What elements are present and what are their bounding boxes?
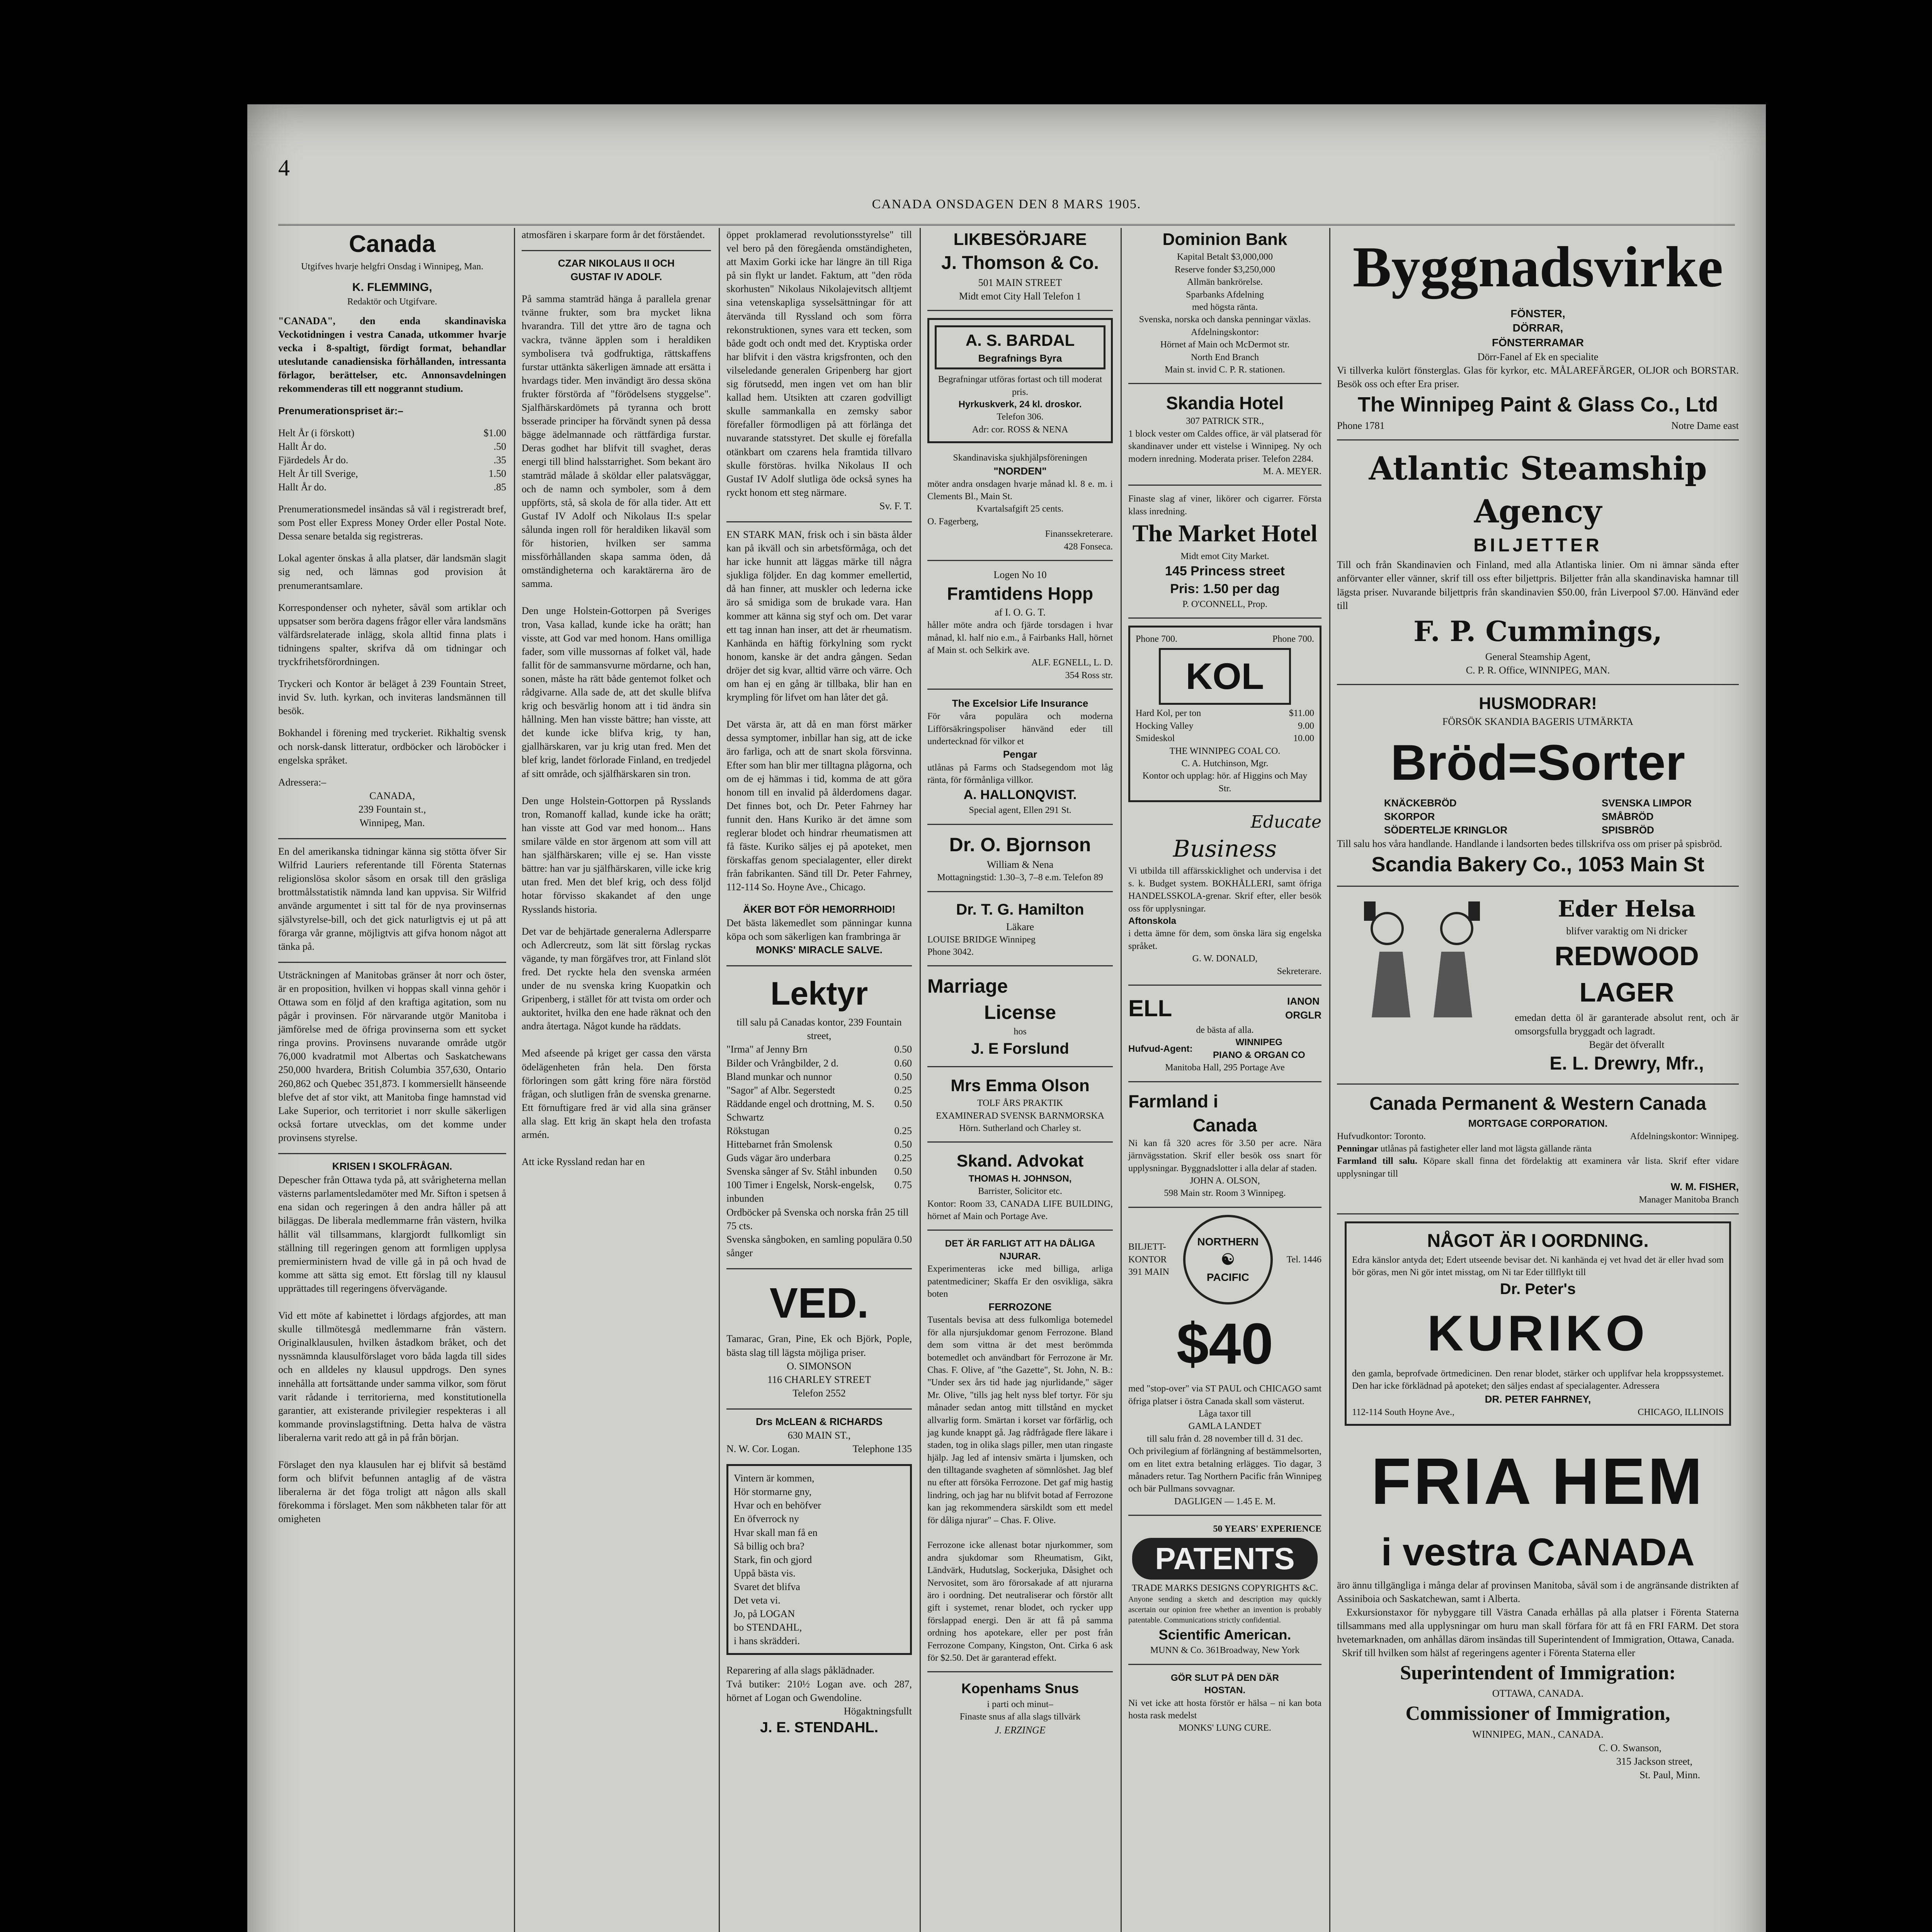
logen-no: Logen No 10 [993,569,1047,580]
kol-row: Hard Kol, per ton $11.00 [1136,708,1314,719]
bygg-text: Vi tillverka kulört fönsterglas. Glas för kyrkor, etc. MÅLAREFÄRGER, OLJOR och BORSTAR. Besök oss och efter Era priser. [1337,364,1742,390]
address-street: 239 Fountain st., [358,803,426,815]
np-right: Tel. 1446 [1286,1254,1321,1265]
book-row: 100 Timer i Engelsk, Norsk-engelsk, inbunden 0.75 [726,1179,912,1204]
bygg-title: Byggnadsvirke [1352,235,1723,299]
cummings-title: General Steamship Agent, [1485,651,1591,662]
fisher: W. M. FISHER, [1670,1181,1739,1193]
business-sign-title: Sekreterare. [1277,966,1321,976]
book-row: Ordböcker på Svenska och norska från 25 till 75 cts. [726,1206,909,1231]
advokat-heading: Skand. Advokat [956,1151,1084,1171]
drinkers-illustration [1337,894,1507,1021]
book-row: Bland munkar och nunnor 0.50 [726,1071,912,1082]
market-loc: Midt emot City Market. [1180,551,1269,561]
business-sign: G. W. DONALD, [1192,954,1258,964]
norden-sec-title: Finanssekreterare. [1045,529,1113,539]
dominion-text: Kapital Betalt $3,000,000 Reserve fonder $3,250,000 Allmän bankrörelse. Sparbanks Afdelning med högsta ränta. Svenska, norska och danska penningar växlas. Afdelningskontor: Hörnet af Main och McDermot str. North End Branch Main st. invid C. P. R. stationen. [1139,252,1311,375]
helsa-title: Eder Helsa [1558,896,1696,922]
paragraph: Tryckeri och Kontor är beläget å 239 Fountain Street, invid Sv. luth. kyrkan, och inviteras landsmännen till besök. [278,678,509,717]
poem: Vintern är kommen, Hör stormarne gny, Hvar och en behöfver En öfverrock ny Hvar skall man få en Så billig och bra? Stark, fin och gjord Uppå bästa vis. Svaret det blifva Det veta vi. Jo, på LOGAN bo STENDAHL, i hans skrädderi. [734,1473,821,1647]
norden-intro: Skandinaviska sjukhjälpsföreningen [953,453,1087,463]
marriage-hos: hos [1014,1027,1027,1037]
brod-left: KNÄCKEBRÖD SKORPOR SÖDERTELJE KRINGLOR [1384,797,1508,836]
kol-title-box [1159,648,1291,705]
market-pre: Finaste slag af viner, likörer och cigarrer. Första klass inredning. [1128,494,1324,517]
ved-title: VED. [769,1279,869,1327]
marriage-line2: License [984,1001,1056,1023]
framtidens-hopp: Framtidens Hopp [947,583,1094,604]
farmland-addr: 598 Main str. Room 3 Winnipeg. [1164,1188,1286,1199]
column-rule [920,228,921,1932]
column-rule [1329,228,1330,1932]
paragraph: atmosfären i skarpare form år det förståendet. [522,229,705,240]
superintendent: Superintendent of Immigration: [1400,1662,1676,1684]
np-dates: till salu från d. 28 november till d. 31 dec. [1147,1434,1303,1444]
farmland-line2: Canada [1192,1115,1257,1135]
newspaper-page [247,104,1766,1932]
bardal-tel: Telefon 306. [997,412,1044,422]
market-name: The Market Hotel [1132,520,1318,547]
patents-sub: TRADE MARKS DESIGNS COPYRIGHTS &C. [1131,1583,1318,1593]
biljetter: BILJETTER [1473,535,1602,556]
piano-left: ELL [1128,995,1172,1021]
ad-text: Det bästa läkemedlet som pänningar kunna köpa och som säkerligen kan frambringa är [726,917,915,942]
hamilton-name: Dr. T. G. Hamilton [956,901,1084,918]
book-row: "Irma" af Jenny Brn 0.50 [726,1044,912,1055]
skandia-text: 1 block vester om Caldes office, är väl platserad för skandinaver under ett vistelse i Winnipeg. Ny och modern inredning. Moderata priser. Telefon 2284. [1128,429,1324,464]
column-5 [1128,228,1324,1932]
erzinger: J. ERZINGE [995,1724,1046,1736]
paint-co: The Winnipeg Paint & Glass Co., Ltd [1357,393,1718,417]
kol-office: Kontor och upplag: hör. af Higgins och May Str. [1142,771,1308,794]
story-cont: öppet proklamerad revolutionsstyrelse" till vel bero på den föregåenda omständigheten, att Maxim Gorki icke har längre än till Riga på sin flykt ur landet. Faktum, att "den röda skorhusten" Nikolaus Nikolajevitsch alltjemt sina vetenskapliga sysselsättningar för att återvända till Ryssland och som förra rekonstruktionen, synes vara ett tecken, som både godt och ondt med det. Kryptiska order har blifvit i den västra krigsfronten, och den vilseledande generalen Gripenberg har gjort sig förutsedd, men ingen vet om han blir kallad hem. Utsikten att czaren godvilligt skulle sammankalla en zemsky sabor förefaller förmodligen på att förlänga det nuvarande statsstyret. Det skulle ej förefalla otänkbart om czarens hela framtida tillvaro skulle förstöras. hvilka Nikolaus II och Gustaf IV Adolf slutliga öde också synes ha ryckt honom ett steg närmare. [726,229,915,498]
mclean-contact: N. W. Cor. Logan. Telephone 135 [726,1443,912,1455]
kol-title: KOL [1185,655,1264,697]
thomson-name: J. Thomson & Co. [941,253,1099,274]
munn: MUNN & Co. 361Broadway, New York [1150,1645,1300,1656]
advokat-office: Kontor: Room 33, CANADA LIFE BUILDING, hörnet af Main och Portage Ave. [927,1199,1115,1221]
book-row: Bilder och Vrångbilder, 2 d. 0.60 [726,1057,912,1069]
atlantic-text: Till och från Skandinavien och Finland, med alla Atlantiska linier. Om ni ämnar sända efter anförvanter eller vänner, skrif till oss efter biljettpris. Biljetter från alla skandinaviska hamnar till lägsta priser. Nuvarande biljettpris från skandinavien $50.00, från Liverpool $7.00. Hänvänd eder till [1337,559,1742,611]
ad-header: ÄKER BOT FÖR HEMORRHOID! [743,903,896,915]
story-title: GUSTAF IV ADOLF. [570,271,662,283]
emma-name: Mrs Emma Olson [951,1076,1090,1095]
running-head-text: CANADA ONSDAGEN DEN 8 MARS 1905. [872,197,1141,211]
story-czar: På samma stamträd hänga å parallela grenar tvänne frukter, som bra mycket likna hvarandra. Till det yttre äro de tagna och vackra, tvänne äpplen som i heraldiken symbolisera två godfruktiga, rättskaffens furstar uttänkta säkerligen ämnade att ersätta i hvardags tider. Men invändigt äro dessa sköna frukter förstörda af "förödelsens styggelse". Sjalfhärskardömets på tyranna och brott bsserade principer ha förvändt synen på dessa bägge ädelmannade och rättfärdiga furstar. Deras godhet har blifvit till svaghet, deras energi till blind halsstarrighet. Som bekant äro stamträd målade å sköldar eller palatsväggar, och de namn och symboler, som å dem uppförts, stå, så skola de för alla tider. Att ett Gustaf IV Adolf och Nikolaus II:s spelar sålunda ingen roll för heraldiken likaväl som för historien, hvilken ser samma missförhållanden skapa samma öden, då omständigheterna och karaktärerna äro de samma. Den unge Holstein-Gottorpen på Sveriges tron, Vasa kallad, kunde icke ha orätt; han visste, att God var med honom. Hans omilliga fader, som ville mussornas af folket väl, hade fallit för de sammansvurne mördarne, och han, sonen, måste ha rätt både gentemot folket och rådgivarne. Alla sade de, att det skulle blifva krig och besvärlig honom att i tid ändra sin hållning. Men han visste bättre; han visste, att det kunde icke blifva krig, ty han, gjallhärskaren, var ju krig utan fred. Men det blef krig, landet förlorade Finland, en tredjedel af sitt område, och själfhärskaren sin tron. Den unge Holstein-Gottorpen på Rysslands tron, Romanoff kallad, kunde icke ha orätt; han visste att God var med honom... Hans smilare välde en stor ärgenom att som vill att han själfhärskaren; ville ej se. Han visste bättre: han var ju själfhärskaren, ville icke krig utan fred. Men det blef krig, och dess följd hotar förvisso skakandet af den unge Rysslands historia. [522,293,711,915]
bardal-ad [927,318,1113,443]
kuriko-body: den gamla, beprofvade örtmedicinen. Den renar blodet, stärker och upplifvar hela kroppssystemet. Den har icke förklädnad på apoteket; den säljes endast af specialagenter. Adressera [1352,1368,1726,1391]
bjornson-addr: William & Nena [986,859,1054,871]
running-head [278,155,1735,226]
stendahl-ad [726,1464,912,1655]
redwood-order: Begär det öfverallt [1589,1039,1665,1050]
price-row: Helt År (i förskott) $1.00 [278,427,506,439]
skandia-owner: M. A. MEYER. [1263,466,1321,476]
bardal-text: Begrafningar utföras fortast och till moderat pris. [938,374,1102,397]
kuriko-title: KURIKO [1427,1305,1649,1362]
np-price: $40 [1176,1311,1274,1376]
column-rule [514,228,515,1932]
story-czar-cont: Det var de behjärtade generalerna Adlersparre och Adlercreutz, som lät sitt förslag ryckas vägande, ty man förgäfves tror, att Finland slöt fred. Det ryckte hela den svenska arméen under de nu svenska kring Kuopatkin och Gripenberg, i stället för att tvista om order och auktoritet, hvilka den ene hade räknat och den andra återtaga. Något kunde ha räddats. Med afseende på kriget ger cassa den värsta ödelägenheten från hela. Den första förloringen som gått kring före nära förstöd frågan, och slutligen från de svenska grenarne. Ett förnuftigare fred är vid alla sina gränser alla slag. Ett krig än skapt hela den trofasta armén. Att icke Ryssland redan har en [522,925,711,1168]
excelsior-name: The Excelsior Life Insurance [952,697,1088,709]
fria-text: äro ännu tillgängliga i många delar af provinsen Manitoba, såväl som i de angränsande distrikten af Assiniboia och Saskatchewan, samt i Alberta. Exkursionstaxor för nybyggare till Västra Canada erhållas på alla platser i Förenta Staterna tillsammans med alla upplysningar om huru man skall förfara för att få en FRI FARM. Det stora hvetemarknaden, om anhållas därom insändas till Superintendent of Immigration, Ottawa, Canada. Skrif till hvilken som hälst af regeringens agenter i Förenta Staterna eller [1337,1579,1739,1659]
bygg-special: Dörr-Fanel af Ek en specialite [1477,351,1599,362]
kopenhamns-text: i parti och minut– [987,1699,1053,1709]
swanson: C. O. Swanson, [1599,1742,1662,1753]
bardal-sub: Begrafnings Byra [978,352,1062,364]
stendahl-sign-pre: Högaktningsfullt [844,1705,912,1717]
hallonqvist: A. HALLONQVIST. [963,787,1077,803]
atlantic-title2: Agency [1474,493,1602,530]
book-list [726,1043,912,1260]
fria-hem: FRIA HEM [1371,1445,1705,1519]
mclean-name: Drs McLEAN & RICHARDS [756,1415,883,1427]
skandia-name: Skandia Hotel [1166,393,1284,413]
perm-offices: Hufvudkontor: Toronto. Afdelningskontor: Winnipeg. [1337,1131,1739,1141]
forslund: J. E Forslund [971,1040,1069,1057]
end-text: Ni vet icke att hosta förstör er hälsa – ni kan bota hosta rask medelst [1128,1698,1324,1721]
business-text: Vi utbilda till affärsskicklighet och undervisa i det s. k. Budget system. BOKHÅLLERI, samt öfriga HANDELSSKOLA-grenar. Skrif efter, eller besök oss för upplysningar. [1128,866,1324,914]
book-row: Svenska sångboken, en samling populära sånger 0.50 [726,1233,912,1259]
price-row: Hallt År do. .50 [278,440,506,452]
price-row: Helt År till Sverige, 1.50 [278,468,506,479]
story-school-crisis: Depescher från Ottawa tyda på, att svårigheterna mellan västerns parlamentsledamöter med Mr. Sifton i spetsen å ena sidan och regeringen å den andra håller på att biläggas. De liberala medlemmarne från västern, hvilka hållit väl tillsammans, klargjordt fullkomligt sin ställning till regeringen genom att formligen upplysa premierministern hvad de ville gå in på och hvad de komme att sätta sig emot. Ett förslag till ny klausul upprättades till regeringens öfvervägande. Vid ett möte af kabinettet i lördags afgjordes, att man skulle tillmötesgå medlemmarne från västern. Originalklausulen, hvilken åstadkom bråket, och det nyssnämnda klausulförslaget voro båda lagda till sides och en alldeles ny klausul uppdrogs. Den synes innehålla att fortsättande under samma vilkor, som förut varit rådande i territorierna, med konstitutionella garantier, att existerande privilegier respekteras i all kommande provinslagstiftning. Detta halva de västra liberalerna varit redo att gå in på från början. Förslaget den nya klausulen har ej blifvit så bestämd form och blifvit befunnen antaglig af de västra liberalerna är det föga troligt att någon alls skall förekomma i förslaget. Men som nåkbheten talar för att omigheten [278,1174,506,1525]
book-row: "Sagor" af Albr. Segerstedt 0.25 [726,1084,912,1096]
norden-fee: Kvartalsafgift 25 cents. [976,504,1064,514]
book-row: Guds vägar äro underbara 0.25 [726,1152,912,1164]
np-daily: DAGLIGEN — 1.45 E. M. [1174,1496,1276,1507]
page-number: 4 [278,155,291,180]
kol-row: Smideskol 10.00 [1136,733,1314,744]
column-rule [719,228,720,1932]
farmland-line1: Farmland i [1128,1091,1218,1111]
bjornson-hours: Mottagningstid: 1.30–3, 7–8 e.m. Telefon 89 [937,872,1103,883]
cummings: F. P. Cummings, [1413,614,1663,648]
piano-agent: Hufvud-Agent: WINNIPEG PIANO & ORGAN CO [1128,1037,1305,1060]
dominion-name: Dominion Bank [1162,230,1287,249]
ved-address: 116 CHARLEY STREET [767,1374,871,1385]
column-4 [927,228,1113,1932]
bardal-name: A. S. BARDAL [965,331,1075,350]
husmodrar-sub: FÖRSÖK SKANDIA BAGERIS UTMÄRKTA [1442,716,1634,728]
ferrozone-text: Experimenteras icke med billiga, arliga patentmediciner; Skaffa Er den osvikliga, säkra boten [927,1264,1115,1299]
ferrozone-head: DET ÄR FARLIGT ATT HA DÅLIGA NJURAR. [945,1238,1095,1262]
intro-text: "CANADA", den enda skandinaviska Veckotidningen i vestra Canada, utkommer hvarje vecka i 8-spaltigt, fördigt format, behandlar uteslutande canadiensiska förhållanden, intressanta förlagor, berättelser, etc. Annonsavdelningen rekommenderas till ett noggrannt studium. [278,315,509,395]
kopenhamns-name: Kopenhams Snus [961,1680,1079,1697]
bardal-hyr: Hyrkuskverk, 24 kl. droskor. [958,399,1082,410]
kuriko-sign: DR. PETER FAHRNEY, [1485,1393,1591,1405]
bjornson-name: Dr. O. Bjornson [949,833,1091,855]
business-school-text: i detta ämne för dem, som önska lära sig engelska språket. [1128,929,1324,951]
farmland-text: Ni kan få 320 acres för 3.50 per acre. Nära järnvägsstation. Skrif eller besök oss snart för upplysningar. Byggnadslotter i alla delar af staden. [1128,1138,1324,1173]
iogt: af I. O. G. T. [995,607,1046,618]
skandia-addr: 307 PATRICK STR., [1186,416,1264,427]
kuriko-head: NÅGOT ÄR I OORDNING. [1427,1230,1649,1251]
story-manitoba: Utsträckningen af Manitobas gränser åt norr och öster, är en proposition, hvilken vi hoppas skall vinna gehör i Ottawa som en följd af den kraftiga agitation, som nu pågår i provinsen. För närvarande utgör Manitoba i jämförelse med de öfriga provinserna som ett sycket ringa provins. Provinsens nuvarande område utgör 76,000 kvadratmil mot Albertas och Saskatchewans 250,000 hvardera, British Columbia 357,630, Ontario 260,862 och Quebec 351,873. I kommersiellt hänseende blefve det af stor vikt, att Manitoba finge hamnstad vid Lake Superior, och territoriet i norr skulle säkerligen också fortare utvecklas, om det komme under provinsens styrelse. [278,969,509,1143]
pengar: Pengar [1003,748,1037,760]
commissioner: Commissioner of Immigration, [1405,1702,1670,1725]
kol-mgr: C. A. Hutchinson, Mgr. [1181,758,1269,769]
ved-phone: Telefon 2552 [793,1387,846,1399]
norden-name: "NORDEN" [993,465,1047,477]
emma-exam: EXAMINERAD SVENSK BARNMORSKA [935,1111,1105,1121]
bardal-title-box [935,325,1105,369]
book-row: Hittebarnet från Smolensk 0.50 [726,1139,912,1150]
norden-sec: O. Fagerberg, [927,516,979,527]
patents-title: PATENTS [1132,1538,1318,1580]
address-label: Adressera:– [278,776,327,788]
np-header [1128,1215,1321,1304]
column-1 [278,228,509,1932]
bygg-items: FÖNSTER, DÖRRAR, FÖNSTERRAMAR [1492,307,1584,349]
pengar-text: utlånas på Farms och Stadsegendom mot låg ränta, för förmånliga villkor. [927,762,1115,785]
piano-addr: Manitoba Hall, 295 Portage Ave [1165,1063,1285,1073]
column-2 [522,228,711,1932]
piano-header [1128,993,1321,1024]
piano-sub: de bästa af alla. [1196,1025,1254,1035]
husmodrar: HUSMODRAR! [1479,694,1597,713]
scandia-bakery: Scandia Bakery Co., 1053 Main St [1371,853,1704,876]
kol-ad [1128,626,1321,802]
market-price: Pris: 1.50 per dag [1170,582,1280,597]
helsa-sub: blifver varaktig om Ni dricker [1566,925,1687,937]
business-script2: Business [1173,835,1277,863]
norden-addr: 428 Fonseca. [1064,541,1113,552]
ad-product: MONKS' MIRACLE SALVE. [756,944,883,956]
lektyr-intro: till salu på Canadas kontor, 239 Fountain street, [736,1017,902,1042]
paint-contact: Phone 1781 Notre Dame east [1337,420,1739,432]
np-more: Och privilegium af förlängning af bestämmelsorten, om en litet extra betalning erlägges. Tio dagar, 3 månaders retur. Tag Northern Pacific från Winnipeg och bär Pullmans sovvagnar. [1128,1446,1324,1494]
business-school: Aftonskola [1128,916,1177,927]
northern-pacific-logo: NORTHERN ☯ PACIFIC [1183,1215,1273,1304]
paragraph: Prenumerationsmedel insändas så väl i registreradt bref, som Post eller Express Money Order eller Postal Note. Dessa senare betalda sig registreras. [278,503,509,542]
thomson-address: 501 MAIN STREET [978,277,1062,289]
canada-permanent: Canada Permanent & Western Canada [1369,1093,1706,1114]
patents-text: Anyone sending a sketch and description may quickly ascertain our opinion free whether an invention is probably patentable. Communications strictly confidential. [1128,1595,1323,1624]
brod-text: Till salu hos våra handlande. Handlande i landsorten bedes tillskrifva oss om priser på spisbröd. [1337,838,1722,850]
editor-title: Redaktör och Utgifvare. [347,296,437,307]
book-row: Svenska sånger af Sv. Ståhl inbunden 0.50 [726,1166,912,1177]
kol-phones: Phone 700. Phone 700. [1136,634,1314,645]
business-script1: Educate [1250,812,1321,832]
book-row: Räddande engel och drottning, M. S. Schwartz 0.50 [726,1098,912,1123]
brod-title: Bröd=Sorter [1390,734,1685,791]
story-strong-man: EN STARK MAN, frisk och i sin bästa ålder kan på ikväll och sin arbetsförmåga, och det har icke hunnit att läggas märke till några sjukliga följder. En dag kommer emellertid, då han finner, att muskler och lederna icke äro så smidiga som de brukade vara. Han kommer att känna sig styf och om. Det varar ett tag innan han inser, att det är rheumatism. Kanhända en häftig förkylning som ryckt honom, kanske är det andra gången. Sedan dröjer det sig kvar, alltid värre och värre. Och om han ej en gång är tillbaka, blir han en krympling för lifvet om han låter det gå. Det värsta är, att då en man först märker dessa symptomer, inbillar han sig, att de icke äro farliga, och att de snart skola försvinna. Efter som han blir mer tilltagna plågorna, och om de ej hämmas i tid, komma de att göra honom till en invalid på ålderdomens dagar. Det finnes bot, och Dr. Peter Fahrney har funnit den. Hans Kuriko är det ämne som reglerar blodet och hindrar rheumatismen att få fäste. Kuriko säljes ej på apoteket, men förskaffas genom specialagenter, eller direkt från fabrikanten. Sänd till Dr. Peter Fahrney, 112-114 So. Hoyne Ave., Chicago. [726,529,912,893]
redwood-line2: LAGER [1579,977,1674,1008]
thomson-line: Midt emot City Hall Telefon 1 [959,291,1082,302]
emma-sub: TOLF ÅRS PRAKTIK [977,1098,1063,1109]
price-row: Hallt År do. .85 [278,481,506,493]
kuriko-doc: Dr. Peter's [1500,1281,1576,1298]
atlantic-title1: Atlantic Steamship [1369,450,1707,488]
paragraph: Bokhandel i förening med tryckeriet. Rikhaltig svensk och norsk-dansk litteratur, ordböcker och läroböcker i engelska språket. [278,727,509,766]
kopenhamns-text2: Finaste snus af alla slags tillvärk [959,1712,1081,1722]
hamilton-addr: LOUISE BRIDGE Winnipeg [927,934,1036,945]
np-low: Låga taxor till [1199,1408,1251,1419]
hallonqvist-sub: Special agent, Ellen 291 St. [969,805,1071,816]
ved-text: Tamarac, Gran, Pine, Ek och Björk, Pople, bästa slag till lägsta möjliga priser. [726,1333,915,1358]
fisher-title: Manager Manitoba Branch [1639,1195,1739,1205]
redwood-text: emedan detta öl är garanterade absolut rent, och är omsorgsfulla bryggadt och lagradt. [1515,1012,1742,1037]
redwood-line1: REDWOOD [1554,940,1699,971]
editor-name: K. FLEMMING, [352,281,432,294]
np-old: GAMLA LANDET [1188,1421,1262,1432]
masthead-sub: Utgifves hvarje helgfri Onsdag i Winnipeg, Man. [301,261,483,272]
logen-sign-addr: 354 Ross str. [1065,670,1113,680]
hamilton-phone: Phone 3042. [927,947,974,957]
masthead: Canada [349,231,435,257]
paragraph: Korrespondenser och nyheter, såväl som artiklar och uppsatser som beröra dagens frågor eller våra landsmäns välfärdsrelaterade inlägg, skola alltid finna plats i tidningens spalter, skrifva då om tidningar och tryckfrihetsförordningen. [278,602,509,668]
hamilton-title: Läkare [1006,921,1034,932]
bardal-addr: Adr: cor. ROSS & NENA [972,424,1068,435]
kol-row: Hocking Valley 9.00 [1136,721,1314,731]
kuriko-address: 112-114 South Hoyne Ave., CHICAGO, ILLINOIS [1352,1407,1724,1417]
drewry: E. L. Drewry, Mfr., [1549,1053,1704,1074]
logen-sign: ALF. EGNELL, L. D. [1031,658,1113,668]
mclean-address: 630 MAIN ST., [787,1430,851,1441]
advokat-name: THOMAS H. JOHNSON, [968,1173,1072,1184]
mortgage: MORTGAGE CORPORATION. [1468,1117,1608,1129]
column-3 [726,228,915,1932]
swanson-addr: 315 Jackson street, [1616,1755,1692,1767]
emma-addr: Hörn. Sutherland och Charley st. [959,1123,1081,1134]
price-heading: Prenumerationspriset är:– [278,405,403,417]
drinkers-icon [1341,894,1503,1021]
stendahl-sign: J. E. STENDAHL. [760,1719,879,1736]
brod-lists [1337,796,1739,837]
marriage-line1: Marriage [927,975,1008,997]
end-head: GÖR SLUT PÅ DEN DÄR [1170,1672,1279,1683]
lektyr-title: Lektyr [770,975,868,1012]
end-product: MONKS' LUNG CURE. [1179,1723,1271,1733]
market-owner: P. O'CONNELL, Prop. [1182,599,1267,609]
brod-right: SVENSKA LIMPOR SMÅBRÖD SPISBRÖD [1602,797,1692,836]
patents-exp: 50 YEARS' EXPERIENCE [1213,1524,1321,1534]
superintendent-addr: OTTAWA, CANADA. [1492,1688,1584,1699]
market-addr: 145 Princess street [1165,564,1285,579]
likbesorjare-heading: LIKBESÖRJARE [953,230,1087,249]
ferrozone-body: Tusentals bevisa att dess fulkomliga botemedel för alla njursjukdomar genom Ferrozone. Bland dem som vittna är det mest berömmda botemedlet och användbart för Ferrozone är Mr. Chas. F. Olive, af "the Gazette", St. John, N. B.: "Under sex års tid hade jag njurlidande," säger Mr. Olive, "tills jag helt nyss blef tortyr. För sju månader sedan antog mitt tillstånd en mycket allvarlig form. Smärtan i korset var förfärlig, och jag kunde knappt gå. Jag rådfrågade flere läkare i staden, tog in olika slags piller, men utan ringaste hjälp. Jag led af intensiv smärta i ljumsken, och den tilltagande svagheten af sömnlöshet. Jag blef nu efter att försöka Ferrozone. Det gaf mig hastig lindring, och jag har nu blifvit botad af Ferrozone kan jag rekommendera särskildt som ett medel för dåliga njurar" – Chas. F. Olive. Ferrozone icke allenast botar njurkommer, som andra sjukdomar som Rheumatism, Gikt, Ländvärk, Hudutslag, Sockerjuka, Dåsighet och Nervositet, som äro förorsakade af att njurarna äro i oordning. Det neutraliserar och förstör allt gift i systemet, renar blodet, och rycker upp förslappad energi. Den är att få på samma ordning hos apotekare, eller per post från Ferrozone Company, Kingston, Ont. Cirka 6 ask för $2.50. Det är garanterad effekt. [927,1315,1113,1663]
paragraph: Lokal agenter önskas å alla platser, där landsmän slagit sig ned, och lämnas god provision åt prenumerantsamlare. [278,553,509,591]
scientific-american: Scientific American. [1158,1626,1291,1643]
end-head2: HOSTAN. [1204,1685,1246,1696]
cummings-addr: C. P. R. Office, WINNIPEG, MAN. [1466,664,1610,676]
kuriko-ad [1345,1221,1731,1426]
np-left: BILJETT- KONTOR 391 MAIN [1128,1242,1169,1277]
commissioner-addr: WINNIPEG, MAN., CANADA. [1472,1728,1604,1740]
norden-text: möter andra onsdagen hvarje månad kl. 8 e. m. i Clements Bl., Main St. [927,479,1115,502]
address-name: CANADA, [369,790,415,801]
story-title: CZAR NIKOLAUS II OCH [558,257,675,269]
excelsior-text: För våra populära och moderna Lifförsäkringspoliser hänvänd eder till undertecknad för vilkor et [927,711,1115,747]
farmland-agent: JOHN A. OLSON, [1190,1175,1260,1186]
kuriko-text: Edra känslor antyda det; Edert utseende bevisar det. Ni kanhända ej vet hvad det är eller hvad som bör göras, men Ni gör intet misstag, om Ni tar Eder tillflykt till [1352,1255,1726,1277]
column-rule [1121,228,1122,1932]
piano-right: IANON ORGLR [1285,995,1321,1021]
ferrozone-name: FERROZONE [988,1301,1052,1313]
column-6 [1337,228,1742,1932]
book-row: Rökstugan 0.25 [726,1125,912,1137]
np-text: med "stop-over" via ST PAUL och CHICAGO samt öfriga platser i östra Canada skall som västerut. [1128,1384,1324,1406]
price-row: Fjärdedels År do. .35 [278,454,506,466]
vestra-canada: i vestra CANADA [1381,1530,1695,1574]
address-city: Winnipeg, Man. [359,817,425,828]
ved-seller: O. SIMONSON [787,1360,852,1372]
story-title: KRISEN I SKOLFRÅGAN. [332,1160,452,1172]
signature: Sv. F. T. [879,500,912,512]
advokat-title: Barrister, Solicitor etc. [978,1186,1062,1197]
perm-body2: Farmland till salu. Köpare skall finna det fördelaktig att examinera vår lista. Skrif efter vidare upplysningar till [1337,1156,1742,1179]
stendahl-text: Reparering af alla slags påklädnader. Två butiker: 210½ Logan ave. och 287, hörnet af Logan och Gwendoline. [726,1665,912,1703]
story-laurier: En del amerikanska tidningar känna sig stötta öfver Sir Wilfrid Lauriers referentande till Förenta Staternas religionslösa skolor såsom en orsak till den gräsliga brottmålsstatistik nämnda land kan uppvisa. Sir Wilfrid använde argumentet i sitt tal för de nya provinsernas självstyrelse-bill, och det gick naturligtvis ej ut på att förarga vår granne, möjligtvis att gifva honom något att tänka på. [278,846,509,952]
logen-text: håller möte andra och fjärde torsdagen i hvar månad, kl. half nio e.m., å Fairbanks Hall, hörnet af Main st. och Selkirk ave. [927,620,1115,655]
kol-company: THE WINNIPEG COAL CO. [1169,746,1281,756]
perm-body: Penningar utlånas på fastigheter eller land mot lägsta gällande ränta [1337,1144,1592,1154]
swanson-city: St. Paul, Minn. [1639,1769,1700,1781]
price-list [278,426,506,494]
